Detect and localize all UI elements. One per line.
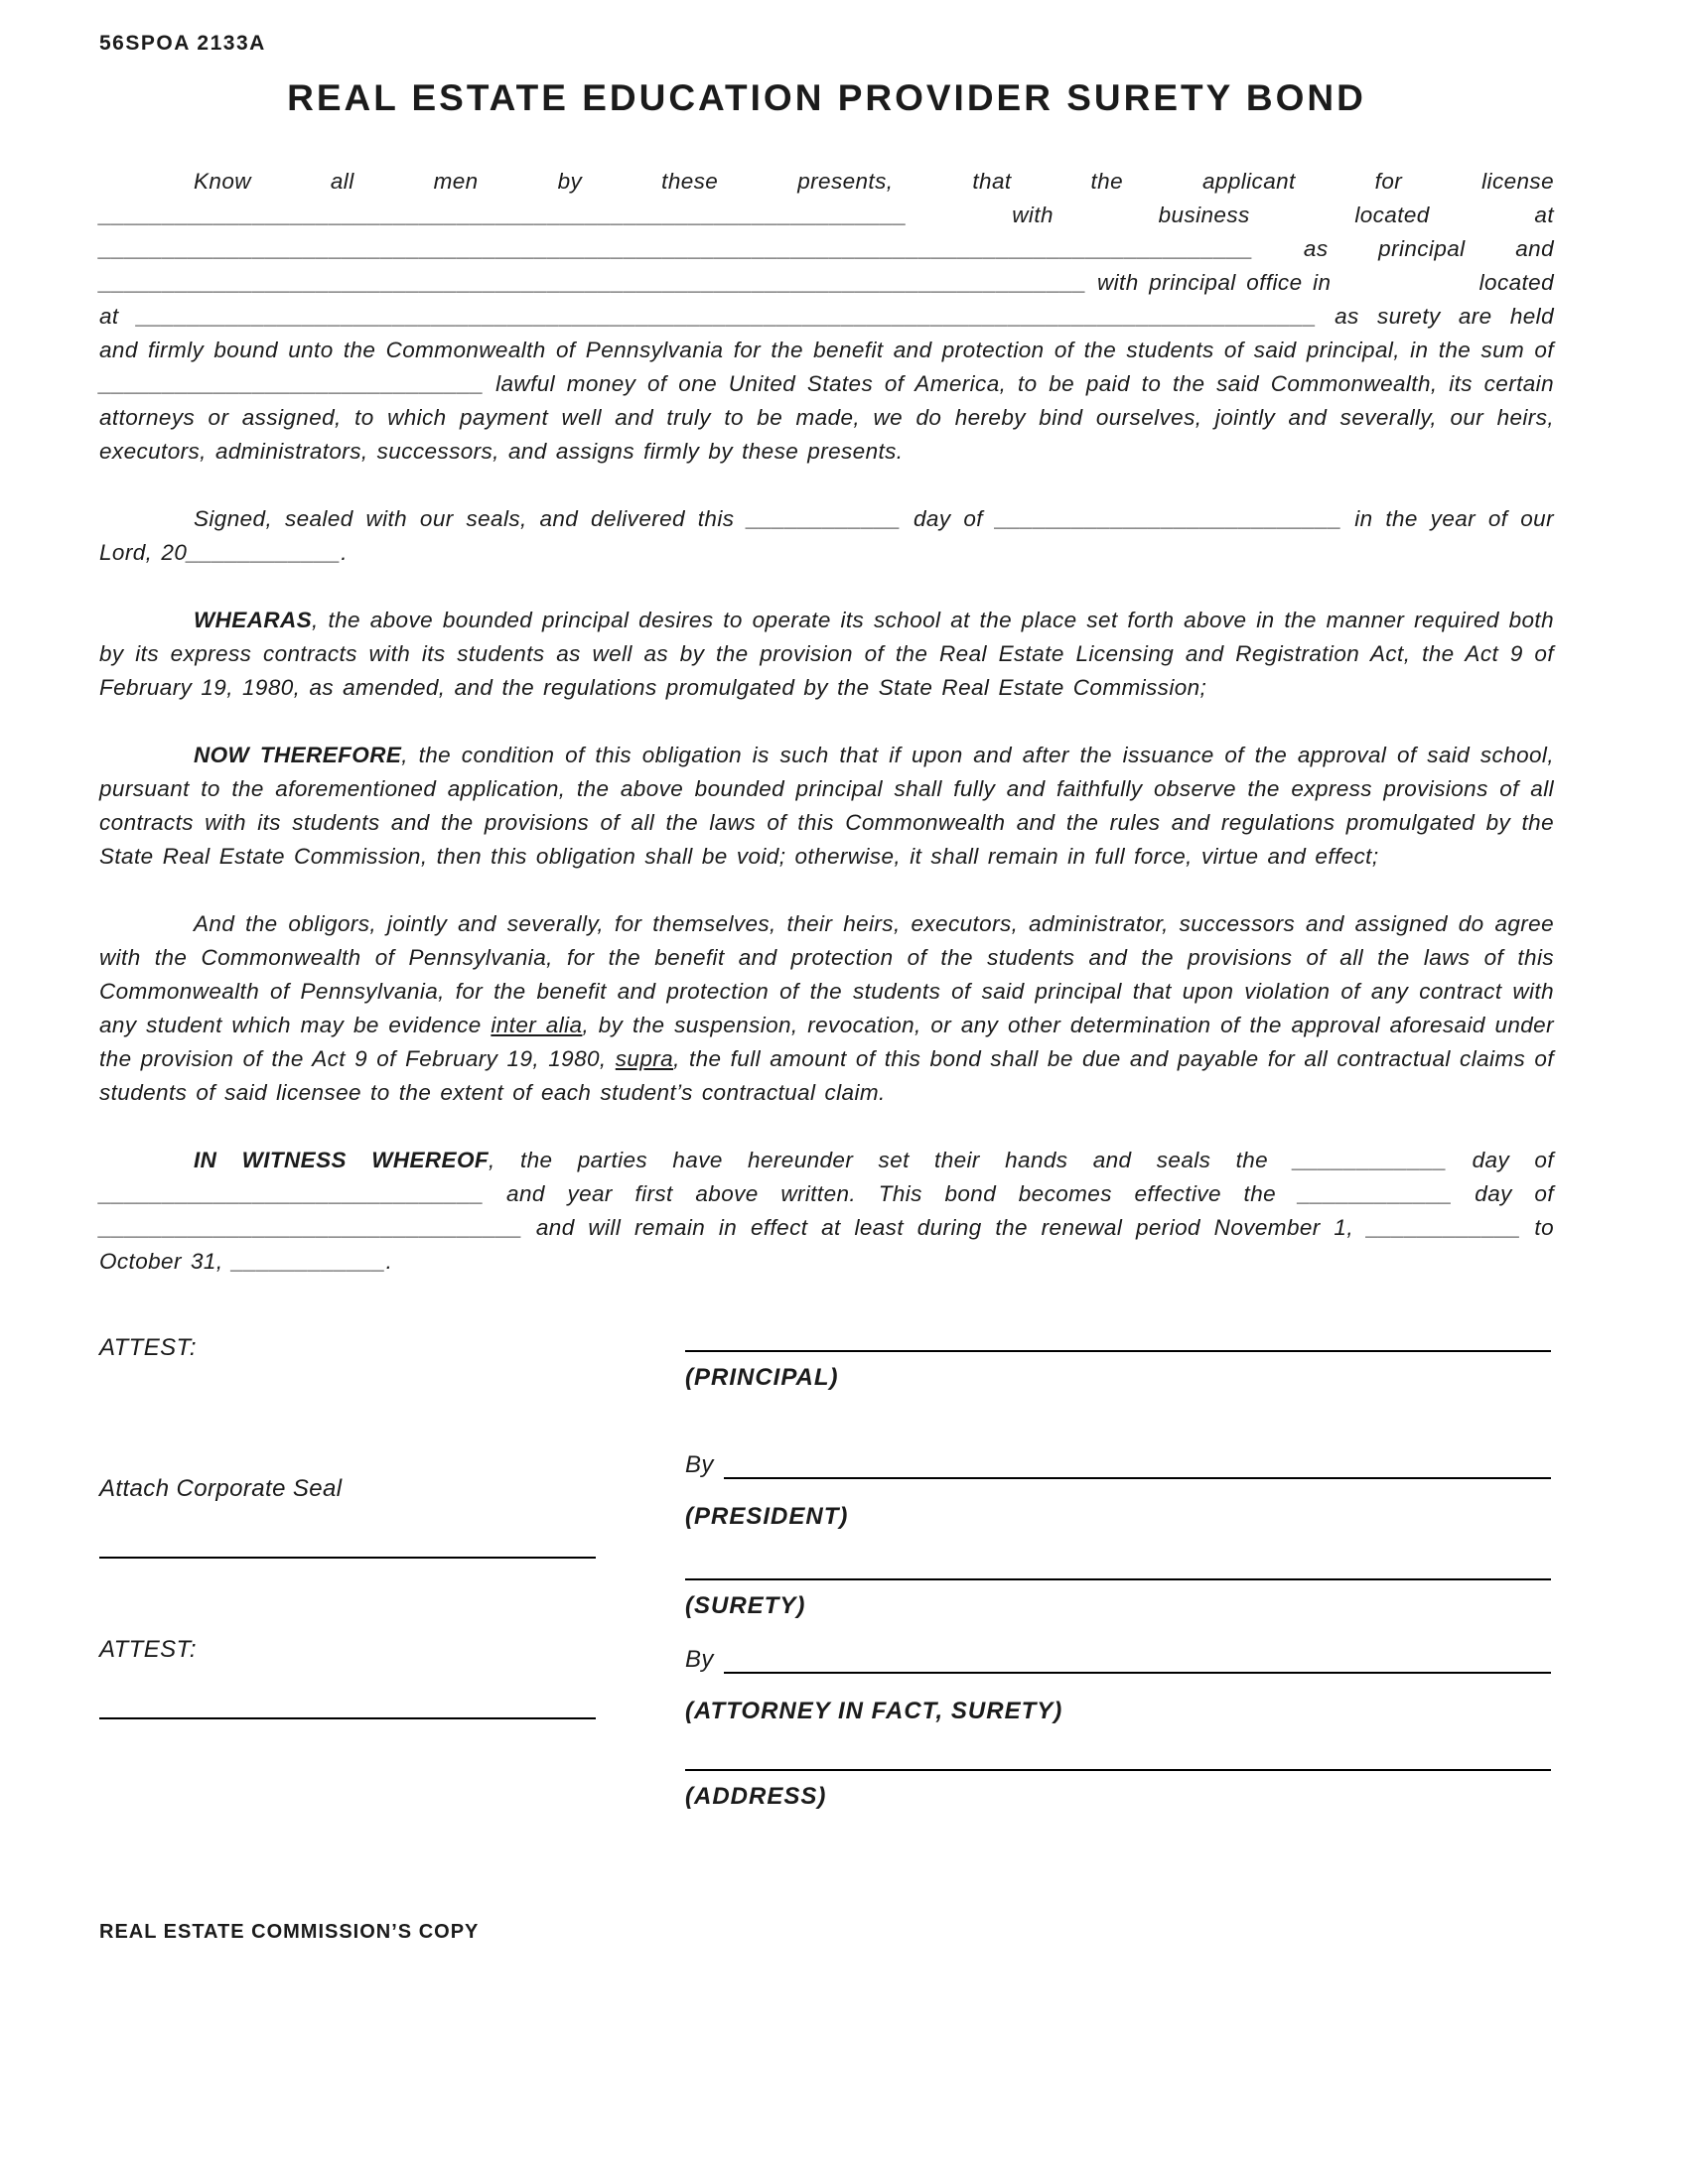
page-title: REAL ESTATE EDUCATION PROVIDER SURETY BOND	[287, 77, 1366, 118]
address-label: (ADDRESS)	[685, 1783, 827, 1810]
form-code: 56SPOA 2133A	[99, 32, 266, 55]
surety-label: (SURETY)	[685, 1592, 806, 1619]
paragraph-in-witness	[99, 1144, 1554, 1279]
in-witness-text: , the parties have hereunder set their hands and seals the ____________ day of ______________________________ and year first above written. This bond becomes effective the ____________ day of _________________________________ and will remain in effect at least during the renewal period November 1, ____________ to October 31, ____________.	[99, 1148, 1554, 1274]
attest-label-2: ATTEST:	[99, 1636, 197, 1663]
supra-underlined: supra	[615, 1046, 674, 1071]
signed-sealed-text: Signed, sealed with our seals, and delivered this ____________ day of ___________________________ in the year of our Lord, 20____________.	[99, 506, 1554, 565]
attach-corporate-seal-label: Attach Corporate Seal	[99, 1475, 343, 1502]
attest-signature-line-1	[99, 1557, 596, 1559]
know-all-men-text: Know all men by these presents, that the applicant for license _______________________________________________________________ with business located at __________________________________________________________________________________________ as principal and _____________________________________________________________________________ with principal office in located at ____________________________________________________________________________________________ as surety are held and firmly bound unto the Commonwealth of Pennsylvania for the benefit and protection of the students of said principal, in the sum of ______________________________ lawful money of one United States of America, to be paid to the said Commonwealth, its certain attorneys or assigned, to which payment well and truly to be made, we do hereby bind ourselves, jointly and severally, our heirs, executors, administrators, successors, and assigns firmly by these presents.	[99, 169, 1554, 464]
attorney-in-fact-label: (ATTORNEY IN FACT, SURETY)	[685, 1698, 1063, 1724]
paragraph-know-all-men	[99, 165, 1554, 469]
attest-signature-line-2	[99, 1717, 596, 1719]
obligors-text-2: , by the suspension, revocation, or any other determination of the approval aforesaid under the provision of the Act 9 of February 19, 1980,	[99, 1013, 1554, 1071]
inter-alia-underlined: inter alia	[491, 1013, 583, 1037]
paragraph-obligors	[99, 907, 1554, 1110]
in-witness-lead: IN WITNESS WHEREOF	[194, 1148, 489, 1172]
paragraph-whereas	[99, 604, 1554, 705]
principal-label: (PRINCIPAL)	[685, 1364, 839, 1391]
paragraph-now-therefore	[99, 739, 1554, 874]
principal-signature-line	[685, 1350, 1551, 1352]
by-label-1: By	[685, 1451, 714, 1478]
footer-copy-label: REAL ESTATE COMMISSION’S COPY	[99, 1921, 480, 1943]
by-label-2: By	[685, 1646, 714, 1673]
now-therefore-lead: NOW THEREFORE	[194, 743, 402, 767]
president-signature-row	[685, 1447, 1551, 1479]
signature-section	[99, 1326, 1554, 1887]
obligors-text-3: , the full amount of this bond shall be due and payable for all contractual claims of students of said licensee to the extent of each student’s contractual claim.	[99, 1046, 1554, 1105]
paragraph-signed-sealed	[99, 502, 1554, 570]
attest-label-1: ATTEST:	[99, 1334, 197, 1361]
address-line	[685, 1769, 1551, 1771]
president-label: (PRESIDENT)	[685, 1503, 849, 1530]
whereas-lead: WHEARAS	[194, 608, 313, 632]
president-signature-line	[724, 1447, 1551, 1479]
attorney-signature-line	[724, 1642, 1551, 1674]
attorney-signature-row	[685, 1642, 1551, 1674]
obligors-text-1: And the obligors, jointly and severally, for themselves, their heirs, executors, administrator, successors and assigned do agree with the Commonwealth of Pennsylvania, for the benefit and protection of the students and the provisions of all the laws of this Commonwealth of Pennsylvania, for the benefit and protection of the students of said principal that upon violation of any contract with any student which may be evidence	[99, 911, 1554, 1037]
whereas-text: , the above bounded principal desires to operate its school at the place set forth above in the manner required both by its express contracts with its students as well as by the provision of the Real Estate Licensing and Registration Act, the Act 9 of February 19, 1980, as amended, and the regulations promulgated by the State Real Estate Commission;	[99, 608, 1554, 700]
now-therefore-text: , the condition of this obligation is such that if upon and after the issuance of the approval of said school, pursuant to the aforementioned application, the above bounded principal shall fully and faithfully observe the express provisions of all contracts with its students and the provisions of all the laws of this Commonwealth and the rules and regulations promulgated by the State Real Estate Commission, then this obligation shall be void; otherwise, it shall remain in full force, virtue and effect;	[99, 743, 1554, 869]
surety-signature-line	[685, 1578, 1551, 1580]
